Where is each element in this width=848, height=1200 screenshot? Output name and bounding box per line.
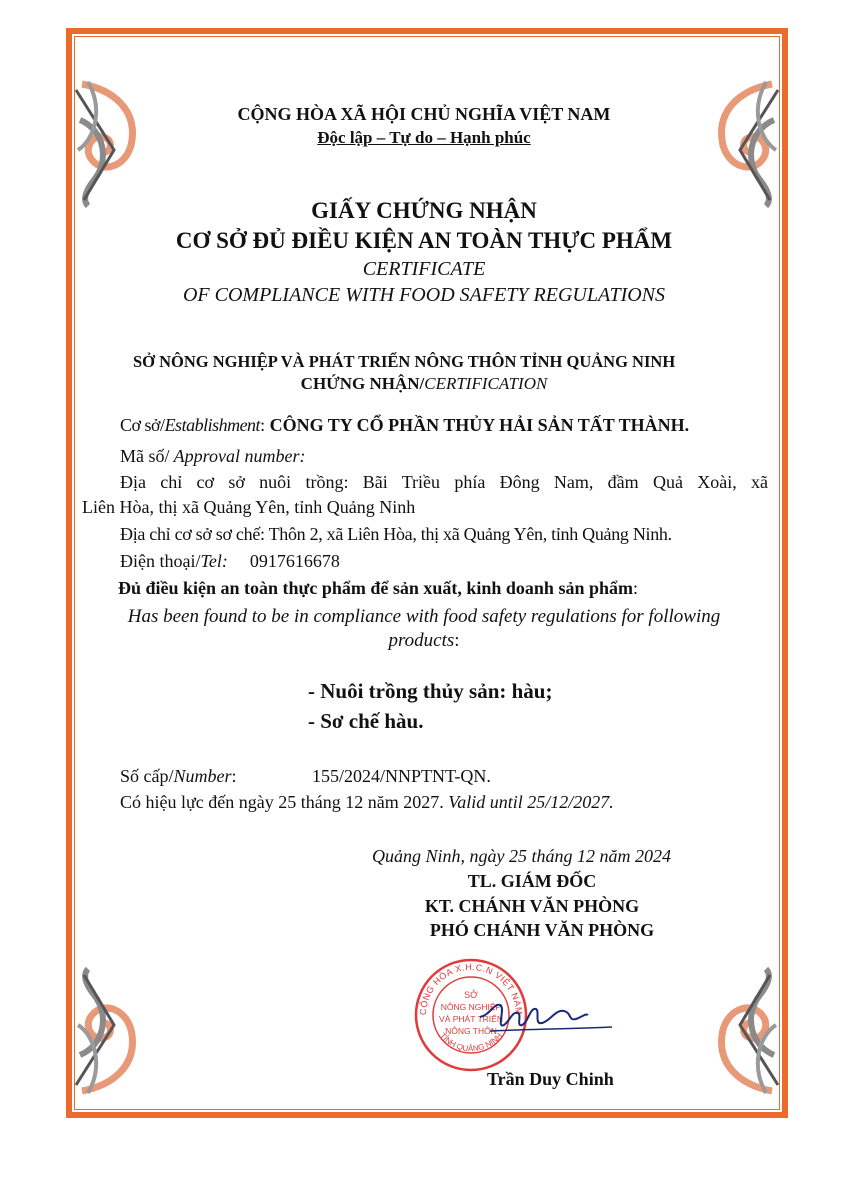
compliance-en-products: products [388, 630, 455, 651]
validity-vi: Có hiệu lực đến ngày 25 tháng 12 năm 2027. [120, 792, 449, 812]
stamp-inner-line2: NÔNG NGHIỆP [440, 1002, 502, 1012]
signer-title-3: PHÓ CHÁNH VĂN PHÒNG [429, 920, 655, 940]
certification-en: CERTIFICATION [424, 374, 548, 393]
place-date: Quảng Ninh, ngày 25 tháng 12 năm 2024 [372, 846, 671, 866]
stamp-outer-text: CỘNG HÒA X.H.C.N VIỆT NAM [417, 961, 525, 1016]
validity-en: Valid until 25/12/2027. [448, 792, 614, 812]
stamp-inner-line4: NÔNG THÔN [445, 1026, 497, 1036]
stamp-bottom-text: TỈNH QUẢNG NINH [438, 1031, 504, 1054]
compliance-en-colon: : [454, 630, 460, 651]
national-motto [0, 128, 848, 148]
establishment-line [120, 415, 689, 436]
certificate-title-en-line2: OF COMPLIANCE WITH FOOD SAFETY REGULATIONS [182, 284, 666, 306]
national-title: CỘNG HÒA XÃ HỘI CHỦ NGHĨA VIỆT NAM [237, 104, 611, 124]
approval-label-vi: Mã số/ [120, 446, 170, 466]
compliance-vi-text: Đủ điều kiện an toàn thực phẩm để sản xuất, kinh doanh sản phẩm [118, 578, 633, 598]
certificate-title-vi-line1: GIẤY CHỨNG NHẬN [311, 198, 537, 223]
motto-text: Độc lập – Tự do – Hạnh phúc [317, 128, 531, 147]
issuer-name: SỞ NÔNG NGHIỆP VÀ PHÁT TRIỂN NÔNG THÔN TỈNH QUẢNG NINH [133, 352, 676, 371]
corner-ornament-bottom-right [710, 965, 780, 1095]
certificate-title-en-line1: CERTIFICATE [362, 258, 486, 280]
certification-vi: CHỨNG NHẬN/ [300, 374, 425, 393]
phone-label-vi: Điện thoại/ [120, 551, 201, 571]
compliance-en-line1: Has been found to be in compliance with food safety regulations for following [127, 606, 721, 627]
stamp-inner-line1: SỞ [464, 990, 478, 1000]
validity-line [120, 792, 614, 813]
approval-label-en: Approval number: [169, 446, 306, 466]
compliance-en-line2 [0, 630, 848, 652]
phone-value: 0917616678 [249, 551, 340, 571]
farm-address-line1: Địa chỉ cơ sở nuôi trồng: Bãi Triều phía Đông Nam, đầm Quả Xoài, xã [120, 472, 768, 492]
certification-heading [0, 374, 848, 394]
number-label-vi: Số cấp/ [120, 766, 174, 786]
signer-name: Trần Duy Chinh [487, 1069, 614, 1089]
establishment-label-en: Establishment [164, 415, 261, 435]
compliance-vi-colon: : [632, 578, 638, 598]
product-item: - Nuôi trồng thủy sản: hàu; [308, 679, 553, 703]
establishment-value: CÔNG TY CỔ PHẦN THỦY HẢI SẢN TẤT THÀNH. [269, 415, 690, 435]
certificate-number-line [120, 766, 237, 787]
number-colon: : [231, 766, 237, 786]
signer-title-1: TL. GIÁM ĐỐC [467, 871, 597, 891]
certificate-number-value: 155/2024/NNPTNT-QN. [312, 766, 491, 786]
handwritten-signature [470, 985, 620, 1045]
number-label-en: Number [173, 766, 232, 786]
product-item: - Sơ chế hàu. [308, 709, 424, 733]
corner-ornament-bottom-left [74, 965, 144, 1095]
certificate-title-vi-line2: CƠ SỞ ĐỦ ĐIỀU KIỆN AN TOÀN THỰC PHẨM [175, 228, 673, 253]
approval-number-line [120, 446, 305, 467]
stamp-inner-line3: VÀ PHÁT TRIỂN [439, 1014, 503, 1024]
establishment-label-vi: Cơ sở/ [120, 415, 165, 435]
signer-title-2: KT. CHÁNH VĂN PHÒNG [424, 896, 640, 916]
establishment-colon: : [260, 415, 270, 435]
phone-line [120, 551, 340, 572]
processing-address: Địa chỉ cơ sở sơ chế: Thôn 2, xã Liên Hòa, thị xã Quảng Yên, tỉnh Quảng Ninh. [120, 524, 672, 544]
farm-address-line2: Liên Hòa, thị xã Quảng Yên, tỉnh Quảng Ninh [82, 497, 416, 517]
compliance-vi [118, 578, 638, 599]
phone-label-en: Tel: [200, 551, 228, 571]
